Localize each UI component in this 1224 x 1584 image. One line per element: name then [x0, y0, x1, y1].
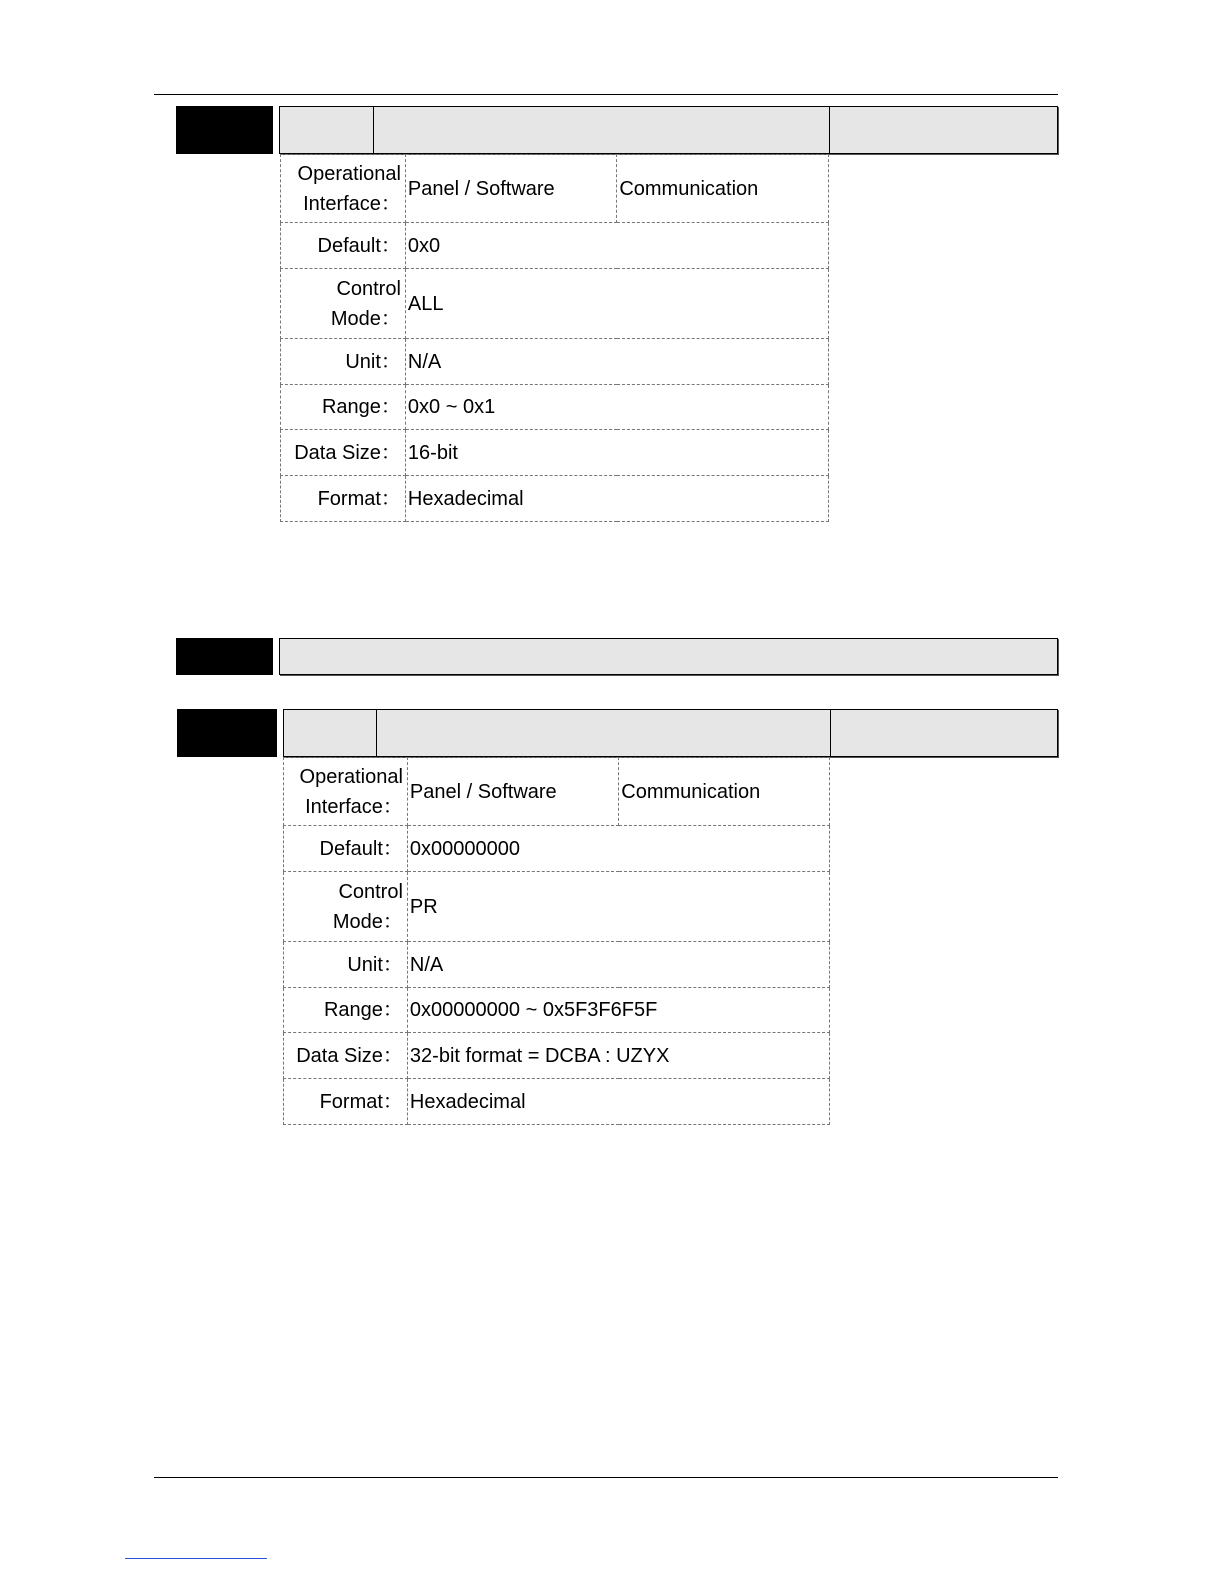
label-line-1: Control — [338, 880, 403, 903]
label-range: Range： — [281, 385, 406, 430]
value-format: Hexadecimal — [407, 1079, 829, 1125]
value-control-mode: PR — [407, 872, 829, 942]
label-line-1: Operational — [299, 765, 403, 788]
label-range: Range： — [284, 988, 408, 1033]
row-range — [284, 988, 830, 1033]
value-data-size: 16-bit — [405, 430, 828, 476]
value-range: 0x0 ~ 0x1 — [405, 385, 828, 430]
label-operational-interface — [281, 155, 406, 223]
value-control-mode: ALL — [405, 269, 828, 339]
label-unit: Unit： — [281, 339, 406, 385]
label-control-mode — [284, 872, 408, 942]
row-default — [281, 223, 829, 269]
label-data-size: Data Size： — [281, 430, 406, 476]
label-line-1: Control — [336, 277, 401, 300]
value-default: 0x0 — [405, 223, 828, 269]
label-operational-interface — [284, 758, 408, 826]
param-header-cell-title — [373, 107, 829, 153]
label-line-1: Operational — [297, 162, 401, 185]
label-default: Default： — [281, 223, 406, 269]
row-data-size — [281, 430, 829, 476]
value-panel-software: Panel / Software — [405, 155, 616, 223]
row-format — [284, 1079, 830, 1125]
section-title-bar — [279, 638, 1058, 675]
label-format: Format： — [281, 476, 406, 522]
param-code-tag — [177, 709, 277, 757]
label-format: Format： — [284, 1079, 408, 1125]
value-communication: Communication — [617, 155, 829, 223]
param-code-tag — [176, 106, 273, 154]
label-control-mode — [281, 269, 406, 339]
value-default: 0x00000000 — [407, 826, 829, 872]
value-data-size: 32-bit format = DCBA : UZYX — [407, 1033, 829, 1079]
param-spec-table — [280, 154, 829, 522]
footer-link-underline[interactable] — [125, 1558, 267, 1559]
label-default: Default： — [284, 826, 408, 872]
row-unit — [281, 339, 829, 385]
value-unit: N/A — [405, 339, 828, 385]
param-header-bar — [283, 709, 1058, 757]
param-header-cell-code — [280, 107, 373, 153]
row-control-mode — [284, 872, 830, 942]
label-data-size: Data Size： — [284, 1033, 408, 1079]
value-format: Hexadecimal — [405, 476, 828, 522]
label-line-2: Interface： — [305, 795, 403, 818]
param-spec-table — [283, 757, 830, 1125]
row-operational-interface — [281, 155, 829, 223]
row-operational-interface — [284, 758, 830, 826]
label-line-2: Mode： — [332, 910, 403, 933]
param-header-cell-address — [829, 107, 1057, 153]
header-rule — [154, 94, 1058, 95]
param-header-bar — [279, 106, 1058, 154]
section-code-tag — [176, 638, 273, 675]
label-line-2: Mode： — [330, 307, 401, 330]
value-panel-software: Panel / Software — [407, 758, 618, 826]
row-format — [281, 476, 829, 522]
value-unit: N/A — [407, 942, 829, 988]
value-communication: Communication — [619, 758, 830, 826]
label-unit: Unit： — [284, 942, 408, 988]
row-data-size — [284, 1033, 830, 1079]
row-range — [281, 385, 829, 430]
param-header-cell-title — [376, 710, 830, 756]
row-default — [284, 826, 830, 872]
row-unit — [284, 942, 830, 988]
footer-rule — [154, 1477, 1058, 1478]
value-range: 0x00000000 ~ 0x5F3F6F5F — [407, 988, 829, 1033]
param-header-cell-code — [284, 710, 376, 756]
row-control-mode — [281, 269, 829, 339]
label-line-2: Interface： — [303, 192, 401, 215]
param-header-cell-address — [830, 710, 1057, 756]
